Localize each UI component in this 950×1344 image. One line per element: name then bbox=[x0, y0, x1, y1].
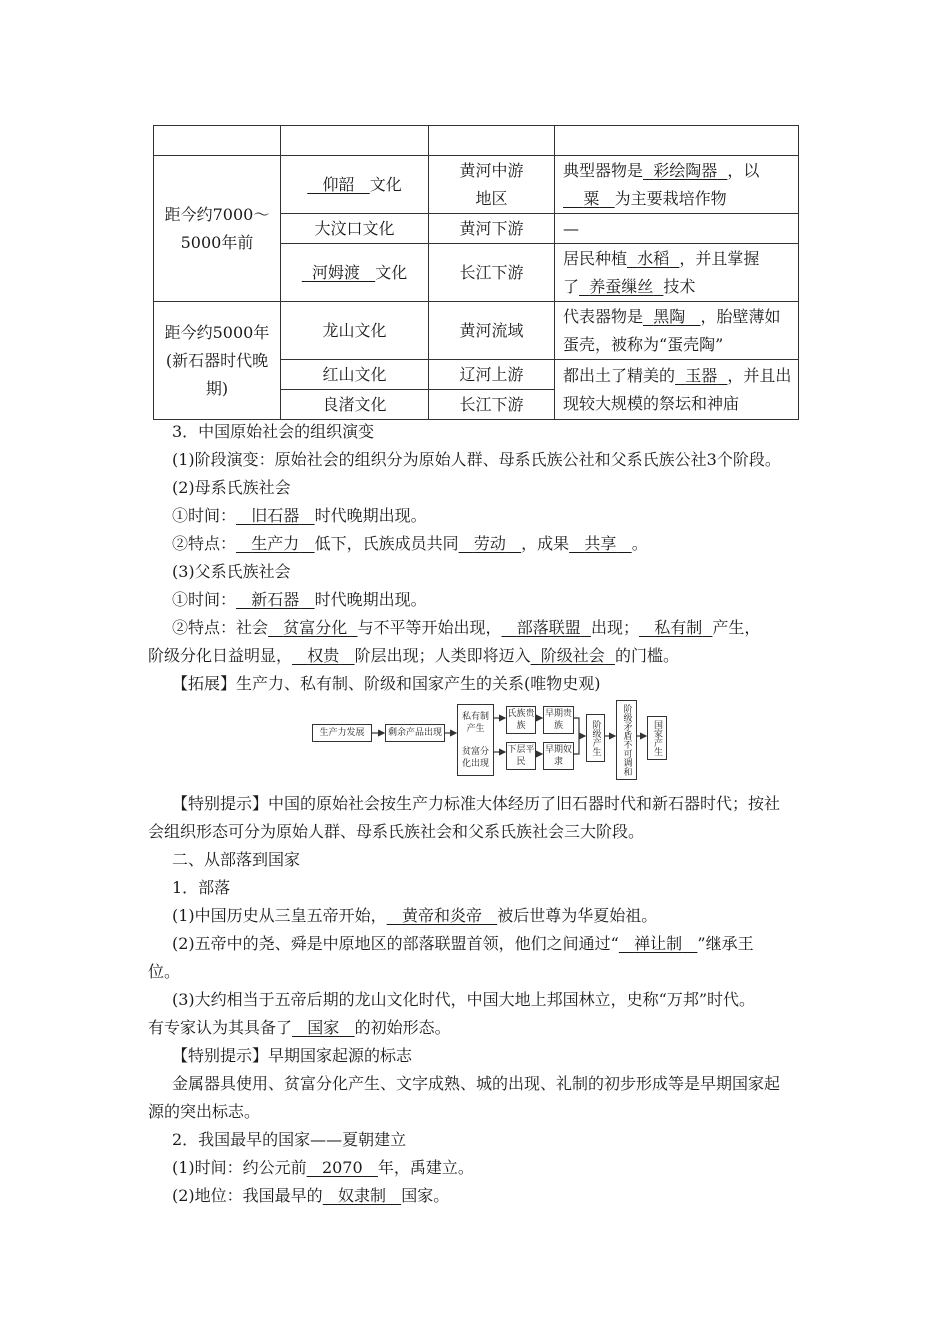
table-row bbox=[154, 302, 799, 360]
flow-node-early-slaves: 早期奴隶 bbox=[543, 742, 574, 770]
desc-cell bbox=[555, 244, 799, 302]
flow-node-early-nobility: 早期贵族 bbox=[543, 706, 574, 734]
culture-blank: 仰韶 bbox=[322, 174, 355, 194]
desc-text: 都出土了精美的 bbox=[563, 365, 676, 385]
flow-node-state: 国家产生 bbox=[647, 716, 667, 760]
paragraph: (2)地位：我国最早的 奴隶制 国家。 bbox=[172, 1186, 450, 1205]
header-cell bbox=[555, 126, 799, 156]
desc-blank: 黑陶 bbox=[653, 306, 686, 326]
paragraph: ①时间： 旧石器 时代晚期出现。 bbox=[172, 506, 427, 525]
paragraph: ②特点： 生产力 低下，氏族成员共同 劳动 ，成果 共享 。 bbox=[172, 534, 648, 553]
region-cell: 黄河下游 bbox=[429, 214, 555, 244]
culture-blank: 河姆渡 bbox=[311, 262, 360, 282]
relationship-flow-diagram bbox=[312, 700, 677, 780]
region-cell: 黄河中游地区 bbox=[429, 156, 555, 214]
culture-cell bbox=[281, 156, 429, 214]
desc-blank: 粟 bbox=[583, 188, 600, 208]
desc-text: 典型器物是 bbox=[563, 160, 644, 180]
section-heading: 二、从部落到国家 bbox=[172, 850, 301, 869]
culture-suffix: 文化 bbox=[369, 174, 402, 194]
region-cell: 长江下游 bbox=[429, 244, 555, 302]
desc-blank: 彩绘陶器 bbox=[653, 160, 718, 180]
paragraph: (2)五帝中的尧、舜是中原地区的部落联盟首领，他们之间通过“ 禅让制 ”继承王 bbox=[172, 934, 754, 953]
desc-text: ，并且出现较大规模的祭坛和神庙 bbox=[563, 365, 792, 413]
subheading: 2．我国最早的国家——夏朝建立 bbox=[172, 1130, 407, 1149]
flow-node-productivity: 生产力发展 bbox=[312, 724, 372, 742]
flow-label: 私有制产生 bbox=[461, 711, 489, 734]
header-cell bbox=[154, 126, 281, 156]
table-row bbox=[154, 156, 799, 214]
desc-text: ，胎壁薄如蛋壳，被称为“蛋壳陶” bbox=[563, 306, 781, 354]
flow-node-surplus: 剩余产品出现 bbox=[385, 724, 445, 742]
desc-cell: — bbox=[555, 214, 799, 244]
extension-heading: 【拓展】生产力、私有制、阶级和国家产生的关系(唯物史观) bbox=[172, 674, 601, 693]
paragraph: ①时间： 新石器 时代晚期出现。 bbox=[172, 590, 427, 609]
region-cell: 长江下游 bbox=[429, 390, 555, 420]
flow-node-commoners: 下层平民 bbox=[506, 742, 536, 770]
paragraph: 位。 bbox=[148, 962, 181, 981]
desc-text: 代表器物是 bbox=[563, 306, 644, 326]
header-cell bbox=[281, 126, 429, 156]
period-cell: 距今约7000～5000年前 bbox=[154, 156, 281, 302]
paragraph: (1)时间：约公元前 2070 年，禹建立。 bbox=[172, 1158, 474, 1177]
paragraph: (3)父系氏族社会 bbox=[172, 562, 291, 581]
culture-cell: 大汶口文化 bbox=[281, 214, 429, 244]
desc-text: 技术 bbox=[663, 276, 696, 296]
desc-cell bbox=[555, 156, 799, 214]
paragraph: (1)阶段演变：原始社会的组织分为原始人群、母系氏族公社和父系氏族公社3个阶段。 bbox=[172, 450, 781, 469]
period-cell: 距今约5000年(新石器时代晚期) bbox=[154, 302, 281, 420]
flow-node-private-ownership bbox=[457, 704, 494, 776]
subheading: 1．部落 bbox=[172, 878, 231, 897]
desc-text: 为主要栽培作物 bbox=[614, 188, 727, 208]
paragraph: 有专家认为其具备了 国家 的初始形态。 bbox=[148, 1018, 451, 1037]
region-cell: 辽河上游 bbox=[429, 360, 555, 390]
paragraph: ②特点：社会 贫富分化 与不平等开始出现， 部落联盟 出现； 私有制 产生， bbox=[172, 618, 761, 637]
special-tip: 【特别提示】中国的原始社会按生产力标准大体经历了旧石器时代和新石器时代；按社 bbox=[172, 794, 781, 813]
culture-cell bbox=[281, 244, 429, 302]
culture-cell: 龙山文化 bbox=[281, 302, 429, 360]
desc-text: 居民种植 bbox=[563, 248, 628, 268]
flow-label: 贫富分化出现 bbox=[461, 746, 489, 769]
desc-blank: 玉器 bbox=[685, 365, 718, 385]
desc-blank: 养蚕缫丝 bbox=[589, 276, 654, 296]
special-tip: 会组织形态可分为原始人群、母系氏族社会和父系氏族社会三大阶段。 bbox=[148, 822, 645, 841]
culture-suffix: 文化 bbox=[375, 262, 408, 282]
culture-table bbox=[153, 125, 799, 420]
header-cell bbox=[429, 126, 555, 156]
culture-cell: 红山文化 bbox=[281, 360, 429, 390]
flow-node-class-conflict: 阶级矛盾不可调和 bbox=[616, 700, 637, 780]
desc-cell bbox=[555, 302, 799, 360]
paragraph: 源的突出标志。 bbox=[148, 1102, 261, 1121]
paragraph: 金属器具使用、贫富分化产生、文字成熟、城的出现、礼制的初步形成等是早期国家起 bbox=[172, 1074, 781, 1093]
paragraph: (2)母系氏族社会 bbox=[172, 478, 291, 497]
desc-text: ，并且掌握了 bbox=[563, 248, 760, 296]
paragraph: (3)大约相当于五帝后期的龙山文化时代，中国大地上邦国林立，史称“万邦”时代。 bbox=[172, 990, 756, 1009]
flow-node-clan-nobility: 氏族贵族 bbox=[506, 706, 536, 734]
table-header-row bbox=[154, 126, 799, 156]
region-cell: 黄河流域 bbox=[429, 302, 555, 360]
desc-text: ，以 bbox=[727, 160, 760, 180]
desc-cell bbox=[555, 360, 799, 420]
special-tip: 【特别提示】早期国家起源的标志 bbox=[172, 1046, 413, 1065]
flow-node-class: 阶级产生 bbox=[586, 714, 605, 762]
desc-blank: 水稻 bbox=[637, 248, 670, 268]
section-heading: 3．中国原始社会的组织演变 bbox=[172, 422, 375, 441]
paragraph: 阶级分化日益明显， 权贵 阶层出现；人类即将迈入 阶级社会 的门槛。 bbox=[148, 646, 679, 665]
paragraph: (1)中国历史从三皇五帝开始， 黄帝和炎帝 被后世尊为华夏始祖。 bbox=[172, 906, 658, 925]
culture-cell: 良渚文化 bbox=[281, 390, 429, 420]
